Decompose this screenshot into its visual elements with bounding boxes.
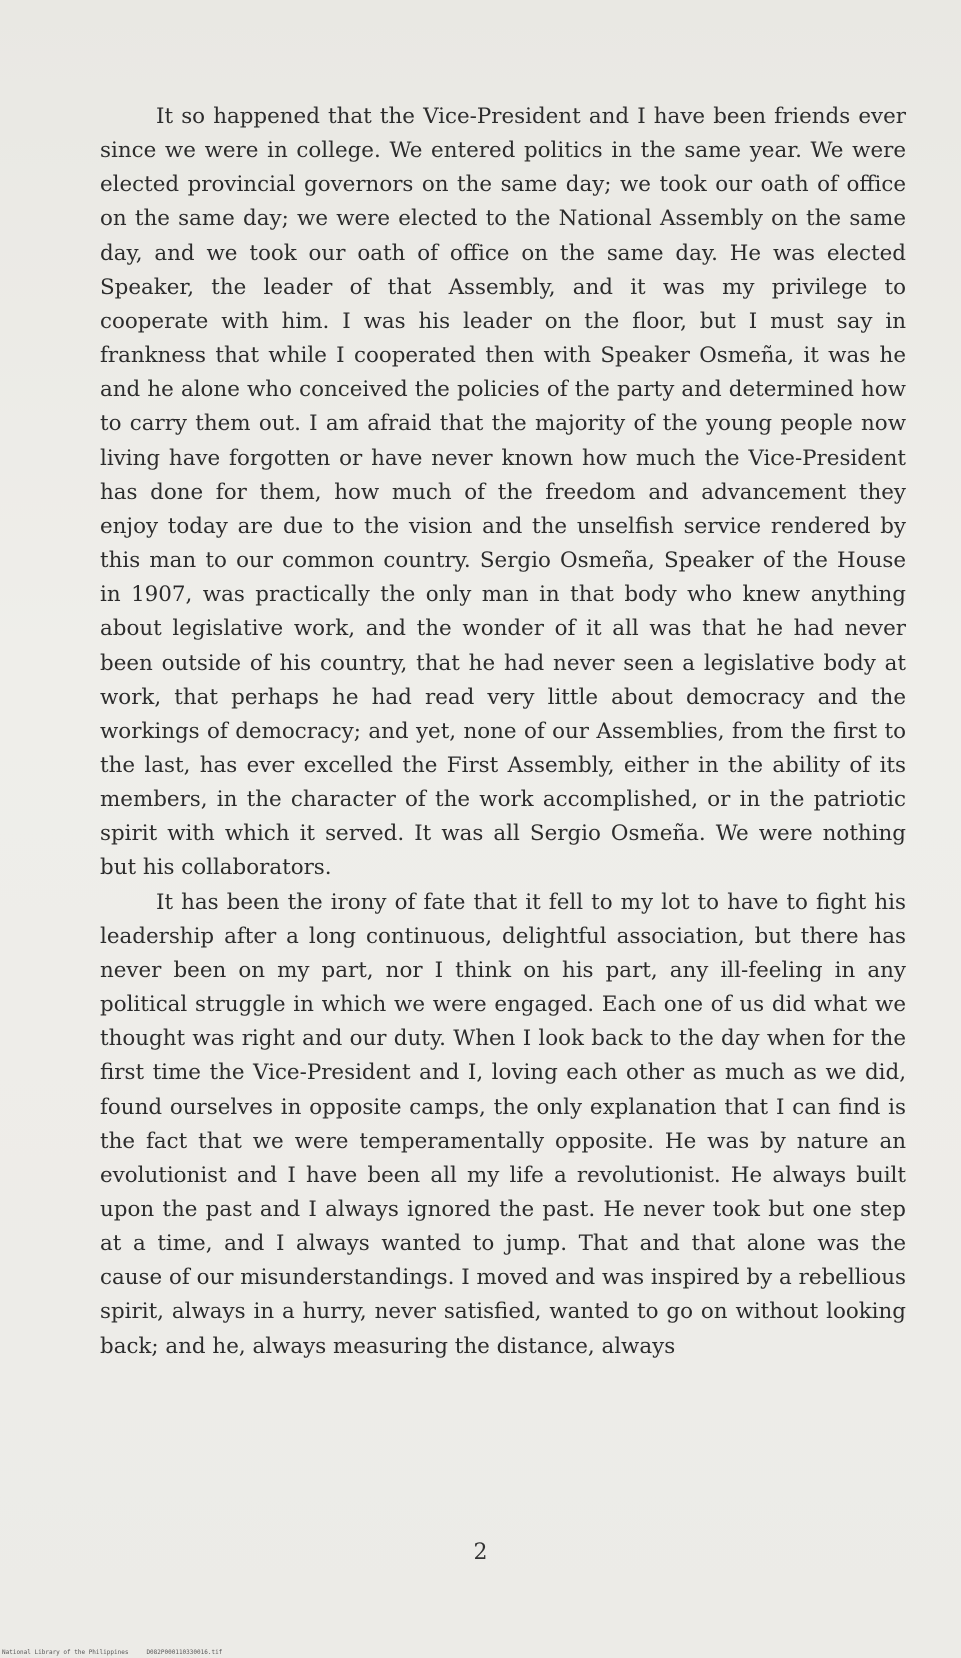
paragraph-2: It has been the irony of fate that it fell to my lot to have to fight his leadership after a long continuous, delightful association, but there has never been on my part, nor I think on his part, any ill-feeling in any political struggle in which we were engaged. Each one of us did what we thought was right and our duty. When I look back to the day when for the first time the Vice-President and I, loving each other as much as we did, found ourselves in opposite camps, the only explanation that I can find is the fact that we were temperamentally opposite. He was by nature an evolutionist and I have been all my life a revolutionist. He always built upon the past and I always ignored the past. He never took but one step at a time, and I always wanted to jump. That and that alone was the cause of our misunderstandings. I moved and was inspired by a rebellious spirit, always in a hurry, never satisfied, wanted to go on without looking back; and he, always measuring the distance, always bbox=[100, 889, 906, 1359]
paragraph-1: It so happened that the Vice-President and I have been friends ever since we were in college. We entered politics in the same year. We were elected provincial governors on the same day; we took our oath of office on the same day; we were elected to the National Assembly on the same day, and we took our oath of office on the same day. He was elected Speaker, the leader of that Assembly, and it was my privilege to cooperate with him. I was his leader on the floor, but I must say in frankness that while I cooperated then with Speaker Osmeña, it was he and he alone who conceived the policies of the party and determined how to carry them out. I am afraid that the majority of the young people now living have forgotten or have never known how much the Vice-President has done for them, how much of the freedom and advancement they enjoy today are due to the vision and the unselfish service rendered by this man to our common country. Sergio Osmeña, Speaker of the House in 1907, was practically the only man in that body who knew anything about legislative work, and the wonder of it all was that he had never been outside of his country, that he had never seen a legislative body at work, that perhaps he had read very little about democracy and the workings of democracy; and yet, none of our Assemblies, from the first to the last, has ever excelled the First Assembly, either in the ability of its members, in the character of the work accomplished, or in the patriotic spirit with which it served. It was all Sergio Osmeña. We were nothing but his collaborators. bbox=[100, 104, 906, 881]
page-number: 2 bbox=[473, 1540, 488, 1565]
body-text bbox=[100, 100, 906, 1364]
footer-file: D082P000110330016.tif bbox=[146, 1649, 223, 1656]
scan-footer bbox=[2, 1649, 222, 1656]
footer-library: National Library of the Philippines bbox=[2, 1649, 129, 1656]
